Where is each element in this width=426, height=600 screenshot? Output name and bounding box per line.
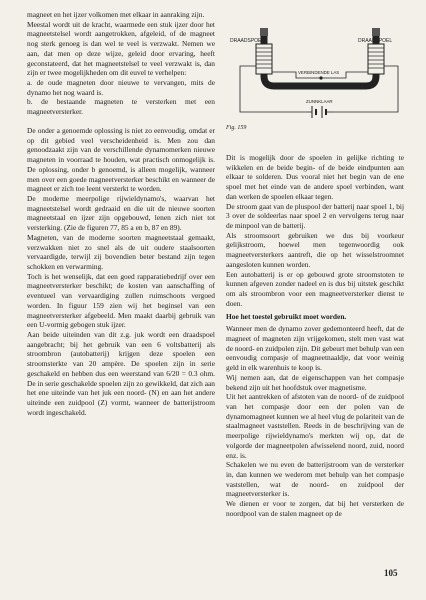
left-text-column — [27, 10, 215, 417]
right-coil-shape — [368, 44, 384, 74]
paragraph: Wanneer men de dynamo zover gedemonteerd heeft, dat de magneet of magneten zijn vrijgekomen, stelt men vast wat de noord- en zuidpolen zijn. Dit gebeurt met behulp van een eenvoudig compasje of magneetnaaldje, dat voor weinig geld in elk warenhuis te koop is. — [226, 324, 404, 373]
paragraph: Wij nemen aan, dat de eigenschappen van het compasje bekend zijn uit het hoofdstuk over magnetisme. — [226, 372, 404, 392]
magnet-strengthener-diagram — [226, 14, 404, 132]
paragraph: Als stroomsoort gebruiken we dus bij voorkeur gelijkstroom, hoewel men tegenwoordig ook magneetversterkers aantreft, die op het wisselstroomnet aangesloten kunnen worden. — [226, 230, 404, 269]
solder-joint-shape — [319, 76, 322, 79]
page-number: 105 — [384, 568, 398, 578]
battery-label: ZUNNKLAAR — [306, 99, 333, 104]
figure-caption: Fig. 159 — [226, 125, 247, 131]
paragraph: De moderne meerpolige rijwieldynamo's, waarvan het magneetstelsel wordt gedraaid en die uit de nieuwe soorten magneetstaal en ijzer zijn opgebouwd, lenen zich niet tot versterking. (Zie de figuren 77, 85 a en b, 87 en 89). — [27, 193, 215, 233]
right-text-column — [226, 153, 404, 519]
paragraph: Magneten, van de moderne soorten magneetstaal gemaakt, verzwakken niet zo snel als de uit oudere staalsoorten vervaardigde, terwijl zij bovendien beter bestand zijn tegen schokken en verwarming. — [27, 232, 215, 271]
left-coil-label: DRAADSPOEL — [230, 38, 265, 44]
paragraph: Een autobatterij is er op gebouwd grote stroomstoten te kunnen afgeven zonder nadeel en is dus bij uitstek geschikt om als stroombron voor een magneetversterker dienst te doen. — [226, 269, 404, 308]
paragraph: Uit het aantrekken of afstoten van de noord- of de zuidpool van het compasje door een der polen van de dynamomagneet kunnen we al heel vlug de polariteit van de staalmagneet vaststellen. Reeds in de beschrijving van de meerpolige rijwieldynamo's merkten wij op, dat de volgorde der magneetpolen afwisselend noord, zuid, noord enz. is. — [226, 392, 404, 460]
connection-label: VERBINDENDE LAS — [298, 70, 340, 75]
left-coil-shape — [256, 44, 272, 74]
paragraph: Schakelen we nu even de batterijstroom van de versterker in, dan kunnen we wederom met behulp van het compasje vaststellen, wat de noord- en zuidpool der magneetversterker is. — [226, 460, 404, 499]
paragraph: Meestal wordt uit de kracht, waarmede een stuk ijzer door het magneetstelsel wordt aangetrokken, afgeleid, of de magneet nog sterk genoeg is dan wel te veel is verzwakt. Nemen we aan, dat men op deze wijze, geleid door ervaring, heeft geconstateerd, dat het magneetstelsel te veel verzwakt is, dan zijn er twee mogelijkheden om dit euvel te verhelpen: — [27, 19, 215, 78]
south-pole-shape — [372, 28, 380, 36]
paragraph: a. de oude magneten door nieuwe te vervangen, mits de dynamo het nog waard is. — [27, 78, 215, 97]
paragraph: De stroom gaat van de pluspool der batterij naar spoel 1, bij 3 over de soldeerlas naar spoel 2 en vervolgens terug naar de minpool van de batterij. — [226, 201, 404, 231]
paragraph: Aan beide uiteinden van dit z.g. juk wordt een draadspoel aangebracht; bij het gebruik van een 6 voltsbatterij als stroombron (autobatterij) krijgen deze spoelen een stroomsterkte van 20 ampère. De spoelen zijn in serie geschakeld en hebben dus een weerstand van 6/20 = 0.3 ohm. De in serie geschakelde spoelen zijn zo gewikkeld, dat zich aan het ene uiteinde van het juk een noord- (N) en aan het andere uiteinde een zuidpool (Z) vormt, wanneer de batterijstroom wordt ingeschakeld. — [27, 330, 215, 417]
section-heading: Hoe het toestel gebruikt moet worden. — [226, 311, 347, 321]
paragraph: De onder a genoemde oplossing is niet zo eenvoudig, omdat er op dit gebied veel verscheidenheid is. Men zou dan genoodzaakt zijn van de verschillende dynamomerken nieuwe magneten in voorraad te houden, wat practisch onmogelijk is. De oplossing, onder b genoemd, is alleen mogelijk, wanneer men over een goede magneetversterker beschikt en wanneer de magneet er zich toe leent versterkt te worden. — [27, 125, 215, 194]
battery-shape — [308, 106, 334, 118]
right-coil-label: DRAADSPOEL — [358, 38, 393, 44]
diagram-svg — [226, 14, 404, 124]
paragraph: b. de bestaande magneten te versterken met een magneetversterker. — [27, 97, 215, 117]
north-pole-shape — [260, 28, 268, 36]
paragraph: Dit is mogelijk door de spoelen in gelijke richting te wikkelen en de beide begin- of de beide eindpunten aan elkaar te solderen. Dus vooral niet het begin van de ene spoel met het einde van de andere spoel verbinden, want dan werken de spoelen elkaar tegen. — [226, 153, 404, 201]
paragraph: Toch is het wenselijk, dat een goed rapparatiebedrijf over een magneetversterker beschikt; de kosten van aanschaffing of eventueel van vervaardiging zullen ruimschoots vergoed worden. In figuur 159 zien wij het beginsel van een magneetversterker afgebeeld. Men maakt daarbij gebruik van een U-vormig gebogen stuk ijzer. — [27, 271, 215, 330]
paragraph: We dienen er voor te zorgen, dat bij het versterken de noordpool van de stalen magneet op de — [226, 499, 404, 518]
paragraph: magneet en het ijzer volkomen met elkaar in aanraking zijn. — [27, 10, 205, 19]
